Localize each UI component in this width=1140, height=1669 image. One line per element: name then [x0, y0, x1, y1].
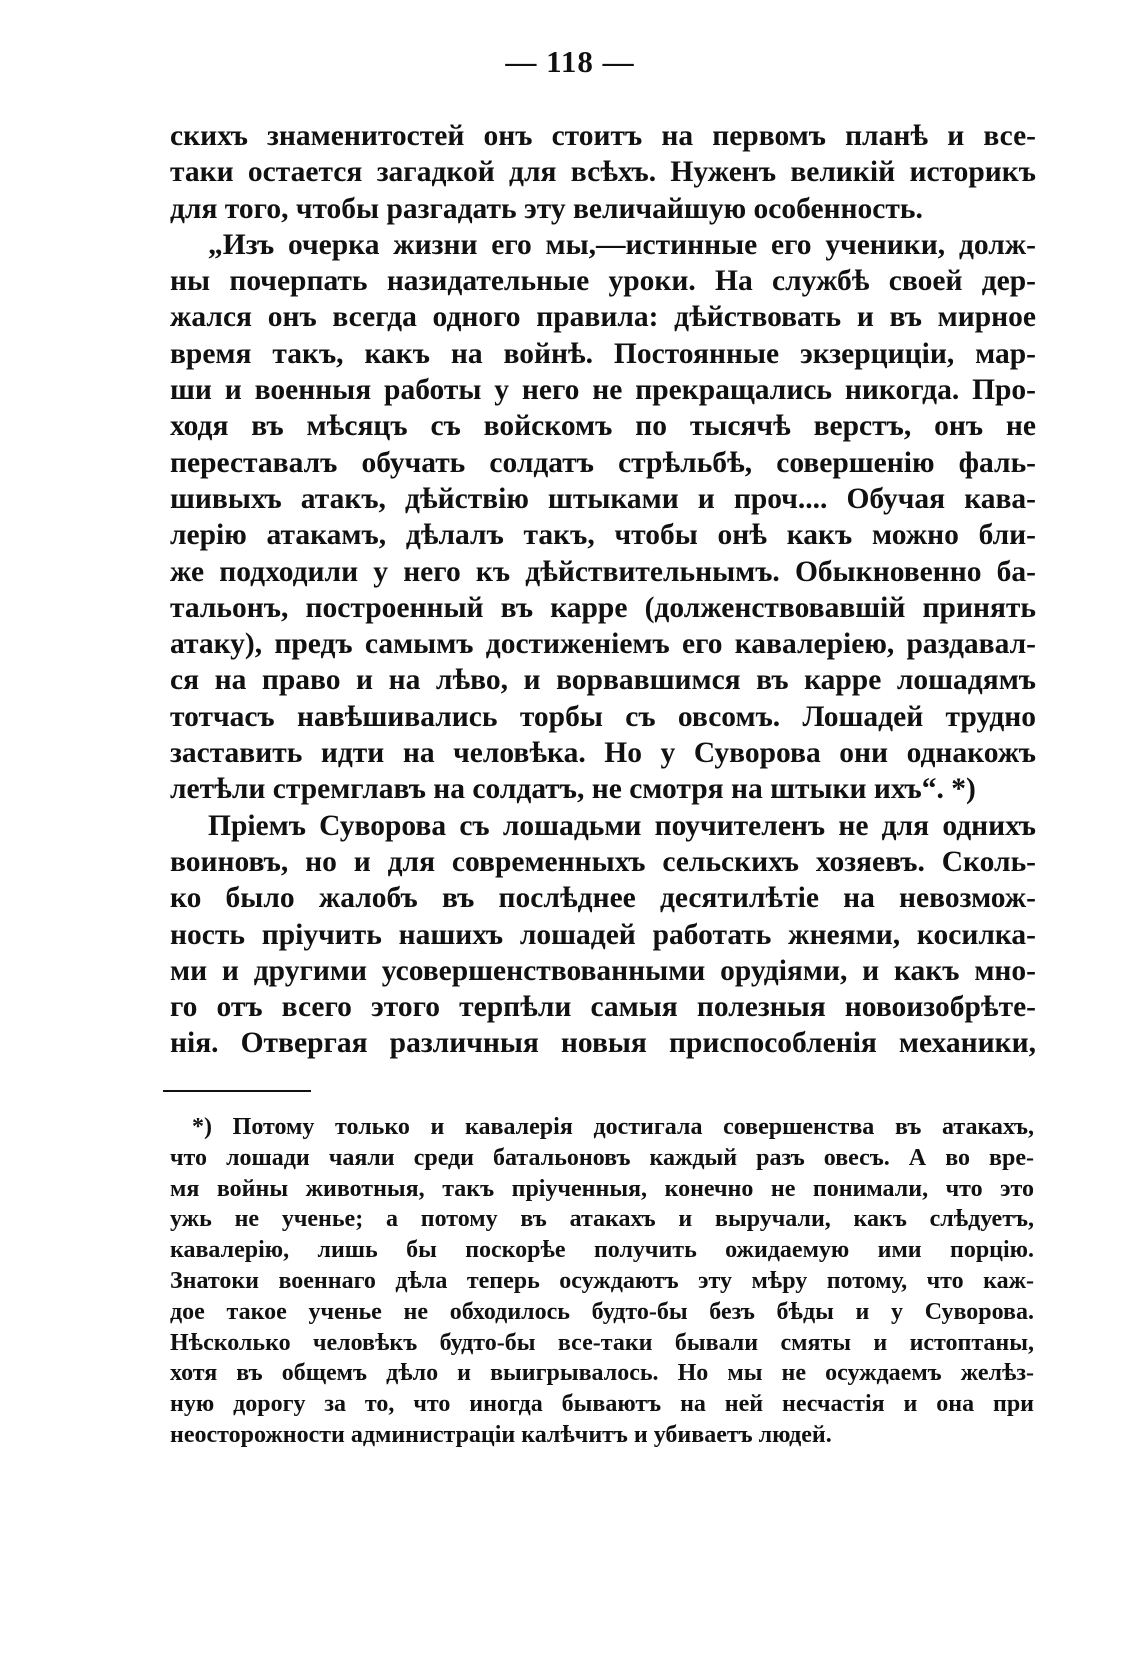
text-line: го отъ всего этого терпѣли самыя полезныя новоизобрѣте-	[170, 991, 1036, 1024]
text-line: ны почерпать назидательные уроки. На службѣ своей дер-	[170, 265, 1036, 298]
footnote-line: неосторожности администраціи калѣчитъ и убиваетъ людей.	[170, 1421, 832, 1448]
text-line: ко было жалобъ въ послѣднее десятилѣтіе на невозмож-	[170, 882, 1036, 915]
footnote-line: что лошади чаяли среди батальоновъ каждый разъ овесъ. А во вре-	[170, 1144, 1034, 1171]
footnote-line: хотя въ общемъ дѣло и выигрывалось. Но мы не осуждаемъ желѣз-	[170, 1360, 1034, 1387]
text-line: тотчасъ навѣшивались торбы съ овсомъ. Лошадей трудно	[170, 700, 1036, 733]
footnote-line: ную дорогу за то, что иногда бываютъ на ней несчастія и она при	[170, 1391, 1034, 1418]
text-line: Пріемъ Суворова съ лошадьми поучителенъ не для однихъ	[208, 809, 1036, 842]
text-line: таки остается загадкой для всѣхъ. Нуженъ великій историкъ	[170, 156, 1036, 189]
text-line: ность пріучить нашихъ лошадей работать жнеями, косилка-	[170, 918, 1036, 951]
footnote-line: мя войны животныя, такъ пріученныя, конечно не понимали, что это	[170, 1175, 1034, 1202]
text-line: переставалъ обучать солдатъ стрѣльбѣ, совершенію фаль-	[170, 446, 1036, 479]
text-line: летѣли стремглавъ на солдатъ, не смотря на штыки ихъ“. *)	[170, 773, 976, 806]
text-line: время такъ, какъ на войнѣ. Постоянные экзерциціи, мар-	[170, 337, 1036, 370]
text-line: „Изъ очерка жизни его мы,—истинные его ученики, долж-	[208, 228, 1036, 261]
footnote	[170, 1112, 1034, 1451]
text-line: ши и военныя работы у него не прекращались никогда. Про-	[170, 374, 1036, 407]
footnote-line: Нѣсколько человѣкъ будто-бы все-таки бывали смяты и истоптаны,	[170, 1329, 1034, 1356]
text-line: ми и другими усовершенствованными орудіями, и какъ мно-	[170, 954, 1036, 987]
text-line: заставить идти на человѣка. Но у Суворова они однакожъ	[170, 737, 1036, 770]
footnote-line: *) Потому только и кавалерія достигала совершенства въ атакахъ,	[192, 1114, 1034, 1140]
footnote-separator	[163, 1090, 311, 1092]
text-line: воиновъ, но и для современныхъ сельскихъ хозяевъ. Сколь-	[170, 845, 1036, 878]
text-line: нія. Отвергая различныя новыя приспособленія механики,	[170, 1027, 1036, 1060]
text-line: шивыхъ атакъ, дѣйствію штыками и проч.... Обучая кава-	[170, 482, 1036, 515]
text-line: атаку), предъ самымъ достиженіемъ его кавалеріею, раздавал-	[170, 628, 1036, 661]
text-line: ся на право и на лѣво, и ворвавшимся въ карре лошадямъ	[170, 664, 1036, 697]
text-line: лерію атакамъ, дѣлалъ такъ, чтобы онѣ какъ можно бли-	[170, 519, 1036, 552]
text-line: же подходили у него къ дѣйствительнымъ. Обыкновенно ба-	[170, 555, 1036, 588]
footnote-line: кавалерію, лишь бы поскорѣе получить ожидаемую ими порцію.	[170, 1237, 1034, 1264]
text-line: тальонъ, построенный въ карре (долженствовавшій принять	[170, 591, 1036, 624]
text-line: скихъ знаменитостей онъ стоитъ на первомъ планѣ и все-	[170, 120, 1036, 152]
text-line: ходя въ мѣсяцъ съ войскомъ по тысячѣ верстъ, онъ не	[170, 410, 1036, 443]
page-number: — 118 —	[505, 44, 635, 79]
footnote-line: Знатоки военнаго дѣла теперь осуждаютъ эту мѣру потому, что каж-	[170, 1267, 1034, 1294]
text-line: жался онъ всегда одного правила: дѣйствовать и въ мирное	[170, 301, 1036, 334]
footnote-line: ужь не ученье; а потому въ атакахъ и выручали, какъ слѣдуетъ,	[170, 1206, 1034, 1233]
footnote-line: дое такое ученье не обходилось будто-бы безъ бѣды и у Суворова.	[170, 1298, 1034, 1325]
main-text	[170, 118, 1036, 1062]
text-line: для того, чтобы разгадать эту величайшую особенность.	[170, 192, 923, 225]
